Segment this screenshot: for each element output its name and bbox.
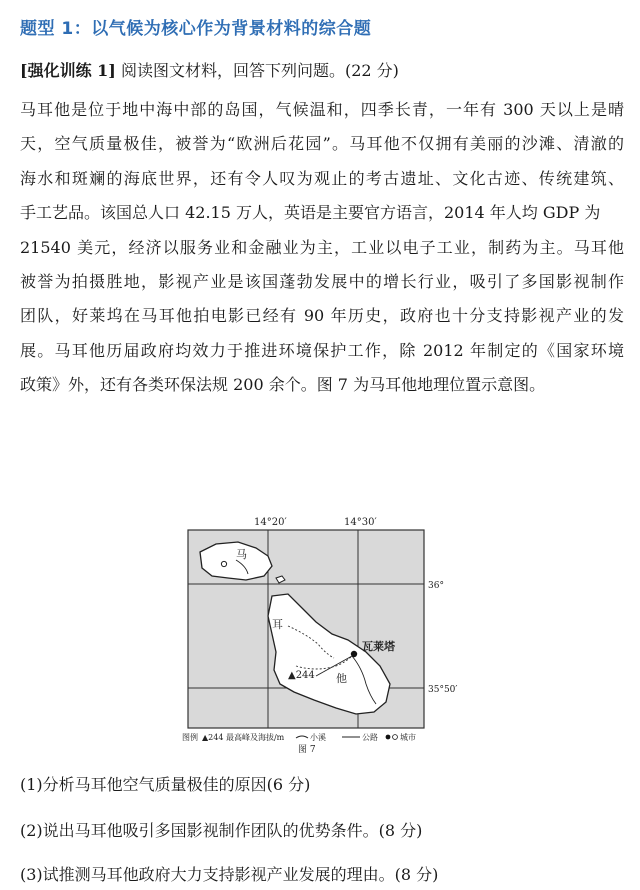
- passage-line: 政策》外，还有各类环保法规 200 余个。图 7 为马耳他地理位置示意图。: [20, 375, 546, 395]
- island-label: 他: [336, 672, 347, 685]
- legend-town-icon: [393, 735, 398, 740]
- island-label: 马: [236, 548, 247, 561]
- city-label: 瓦莱塔: [362, 640, 395, 653]
- exercise-instruction: 阅读图文材料，回答下列问题。(22 分): [120, 61, 399, 80]
- legend-prefix: 图例: [182, 733, 198, 742]
- town-marker: [221, 561, 226, 566]
- section-heading: 题型 1：以气候为核心作为背景材料的综合题: [20, 19, 372, 39]
- passage-line: 团队，好莱坞在马耳他拍电影已经有 90 年历史，政府也十分支持影视产业的发: [20, 306, 624, 326]
- legend-city: 城市: [400, 733, 416, 742]
- lon-label: 14°20′: [254, 517, 287, 528]
- city-marker: [351, 651, 357, 657]
- passage-line: 马耳他是位于地中海中部的岛国，气候温和，四季长青，一年有 300 天以上是晴: [20, 100, 624, 119]
- passage: [20, 93, 624, 403]
- malta-map: [176, 516, 458, 755]
- figure-caption: 图 7: [298, 745, 316, 755]
- passage-line: 海水和斑斓的海底世界，还有令人叹为观止的考古遗址、文化古迹、传统建筑、: [20, 168, 624, 188]
- peak-label: ▲244: [288, 670, 315, 681]
- legend-stream: 小溪: [310, 733, 326, 742]
- exercise-line: [20, 58, 399, 81]
- question-1: (1)分析马耳他空气质量极佳的原因(6 分): [20, 775, 311, 794]
- passage-line: 手工艺品。该国总人口 42.15 万人，英语是主要官方语言，2014 年人均 GDP 为: [20, 203, 601, 223]
- lat-label: 36°: [428, 581, 444, 591]
- passage-line: 天，空气质量极佳，被誉为“欧洲后花园”。马耳他不仅拥有美丽的沙滩、清澈的: [20, 134, 624, 154]
- question-2: (2)说出马耳他吸引多国影视制作团队的优势条件。(8 分): [20, 821, 423, 840]
- malta-map-figure: [176, 516, 458, 755]
- question-3: (3)试推测马耳他政府大力支持影视产业发展的理由。(8 分): [20, 865, 439, 884]
- passage-line: 21540 美元，经济以服务业和金融业为主，工业以电子工业，制药为主。马耳他: [20, 237, 624, 257]
- lat-label: 35°50′: [428, 685, 458, 695]
- island-label: 耳: [272, 618, 283, 631]
- legend-peak: ▲244 最高峰及海拔/m: [202, 733, 285, 742]
- lon-label: 14°30′: [344, 517, 377, 528]
- passage-line: 展。马耳他历届政府均效力于推进环境保护工作，除 2012 年制定的《国家环境: [20, 340, 624, 360]
- legend-road: 公路: [362, 733, 378, 742]
- legend-stream-icon: [296, 736, 308, 738]
- passage-line: 被誉为拍摄胜地，影视产业是该国蓬勃发展中的增长行业，吸引了多国影视制作: [20, 271, 624, 291]
- legend-city-icon: [386, 735, 391, 740]
- exercise-tag: [强化训练 1]: [20, 61, 116, 80]
